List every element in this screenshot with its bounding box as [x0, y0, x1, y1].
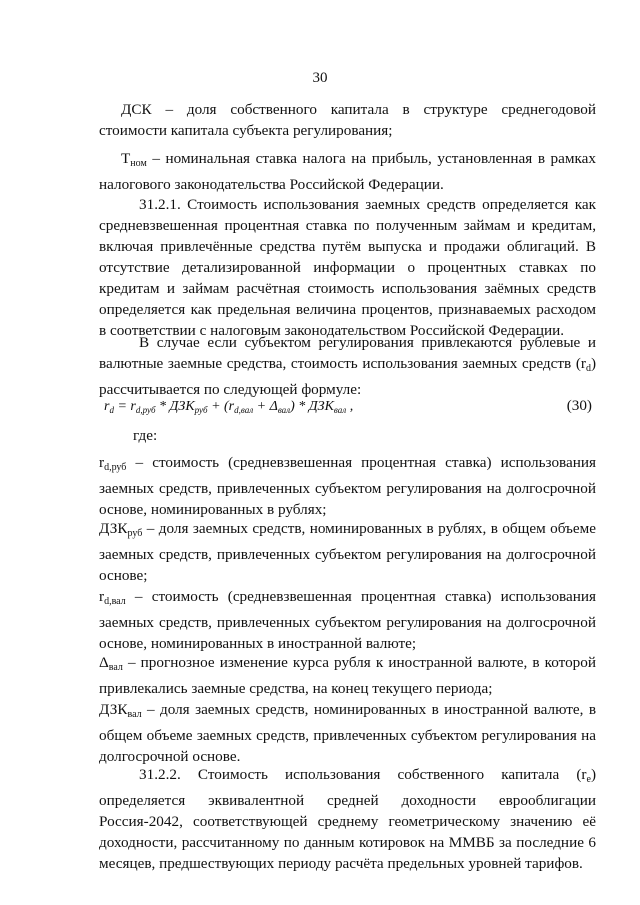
definition-symbol: r — [99, 454, 105, 471]
paragraph-31-2-2 — [99, 764, 596, 874]
definition-symbol-sub: вал — [108, 662, 123, 673]
definition-text: – стоимость (средневзвешенная процентная ставка) использования заемных средств, привлеченных субъектом регулирования на долгосрочной основе, номинированных в рублях; — [99, 454, 596, 518]
definition-delta-val — [99, 652, 596, 699]
definition-symbol: ДЗК — [99, 701, 128, 718]
formula-intro-text: В случае если субъектом регулирования привлекаются рублевые и валютные заемные средства, стоимость использования заемных средств (r — [99, 334, 596, 372]
paragraph-tnom-text: – номинальная ставка налога на прибыль, установленная в рамках налогового законодательства Российской Федерации. — [99, 150, 596, 193]
definition-rd-rub — [99, 452, 596, 520]
formula-30 — [104, 397, 596, 421]
formula-intro-tail: ) рассчитывается по следующей формуле: — [99, 355, 596, 398]
paragraph-31-2-2-tail: ) определяется эквивалентной средней доходности еврооблигации Россия-2042, соответствующей среднему геометрическому значению её доходности, рассчитанному по данным котировок на ММВБ за последние 6 месяцев, предшествующих периоду расчёта предельных уровней тарифов. — [99, 766, 596, 872]
definition-text: – прогнозное изменение курса рубля к иностранной валюте, в которой привлекались заемные средства, на конец текущего периода; — [99, 654, 596, 697]
definition-text: – доля заемных средств, номинированных в рублях, в общем объеме заемных средств, привлеченных субъектом регулирования на долгосрочной основе; — [99, 520, 596, 584]
definition-symbol: Δ — [99, 654, 109, 671]
paragraph-formula-intro — [99, 332, 596, 400]
definition-rd-val — [99, 586, 596, 654]
formula-number: (30) — [566, 397, 592, 414]
formula-intro-sub: d — [585, 363, 591, 374]
paragraph-31-2-2-text: 31.2.2. Стоимость использования собственного капитала (r — [139, 766, 587, 783]
symbol-dsk: ДСК — [121, 101, 152, 118]
formula-expression: $r_d = r_{d,руб} * ДЗК_{руб} + (r_{d,вал} + \Delta_{вал}) * ДЗК_{вал}$ , — [104, 399, 354, 415]
definition-text: – стоимость (средневзвешенная процентная ставка) использования заемных средств, привлеченных субъектом регулирования на долгосрочной основе, номинированных в иностранной валюте; — [99, 588, 596, 652]
symbol-t: Т — [121, 150, 131, 167]
paragraph-31-2-2-sub: e — [586, 774, 591, 785]
definition-dzk-val — [99, 699, 596, 767]
definition-symbol-sub: вал — [127, 709, 142, 720]
paragraph-31-2-1: 31.2.1. Стоимость использования заемных средств определяется как средневзвешенная процентная ставка по полученным займам и кредитам, включая привлечённые средства путём выпуска и продажи облигаций. В отсутствие детализированной информации о процентных ставках по кредитам и займам расчётная стоимость использования заёмных средств определяется как предельная величина процентов, признаваемых расходом в соответствии с налоговым законодательством Российской Федерации. — [99, 196, 596, 339]
symbol-t-sub: ном — [130, 158, 147, 169]
definition-text: – доля заемных средств, номинированных в иностранной валюте, в общем объеме заемных средств, привлеченных субъектом регулирования на долгосрочной основе. — [99, 701, 596, 765]
definition-symbol-sub: руб — [127, 528, 143, 539]
paragraph-tnom — [99, 148, 596, 195]
definition-dzk-rub — [99, 518, 596, 586]
definition-symbol: ДЗК — [99, 520, 128, 537]
paragraph-dsk-text: – доля собственного капитала в структуре среднегодовой стоимости капитала субъекта регулирования; — [99, 101, 596, 139]
paragraph-dsk — [99, 99, 596, 141]
definition-symbol: r — [99, 588, 105, 605]
definition-symbol-sub: d,руб — [104, 462, 127, 473]
where-label: где: — [133, 427, 158, 444]
page-number: 30 — [312, 70, 328, 86]
definition-symbol-sub: d,вал — [104, 596, 126, 607]
